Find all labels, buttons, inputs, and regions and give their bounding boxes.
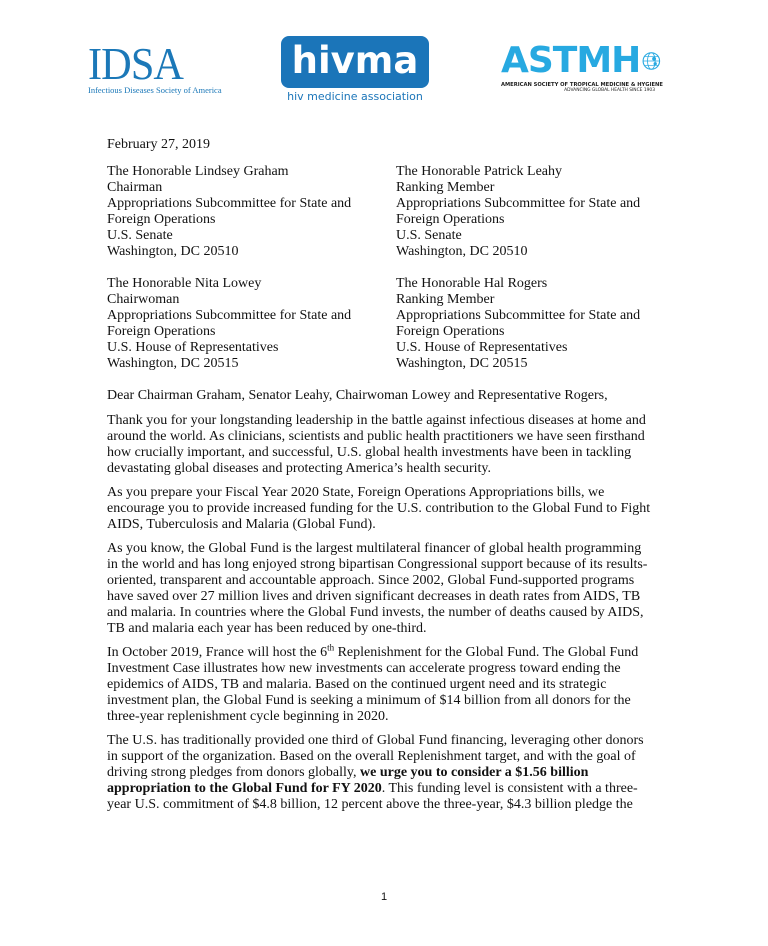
page-number: 1 xyxy=(380,891,388,903)
paragraph-line: TB and malaria each year has been reduced by one-third. xyxy=(107,621,427,636)
superscript: th xyxy=(327,642,335,653)
text-segment: In October 2019, France will host the 6 xyxy=(107,645,328,660)
addressee-grid xyxy=(107,164,652,372)
paragraph-line: how crucially important, and successful, U.S. global health investments have been in tackling xyxy=(107,445,632,460)
paragraph-line: encourage you to provide increased funding for the U.S. contribution to the Global Fund to Fight xyxy=(107,501,651,516)
addressee-line: Washington, DC 20515 xyxy=(396,356,528,371)
paragraph-line: three-year replenishment cycle beginning in 2020. xyxy=(107,709,389,724)
addressee-line: Foreign Operations xyxy=(396,212,505,227)
paragraph-line: have saved over 27 million lives and driven significant decreases in death rates from AIDS, TB xyxy=(107,589,641,604)
letter-date: February 27, 2019 xyxy=(107,137,211,152)
idsa-logo xyxy=(88,38,222,95)
hivma-logo xyxy=(281,36,429,103)
addressee-line: U.S. Senate xyxy=(107,228,173,243)
addressee-line: The Honorable Patrick Leahy xyxy=(396,164,562,179)
paragraph-global-fund xyxy=(107,541,652,637)
paragraph-line: The U.S. has traditionally provided one third of Global Fund financing, leveraging other donors xyxy=(107,733,644,748)
addressee-line: Appropriations Subcommittee for State and xyxy=(396,308,641,323)
addressee-block-leahy xyxy=(396,164,652,260)
paragraph-line: in support of the organization. Based on the overall Replenishment target, and with the goal of xyxy=(107,749,636,764)
addressee-line: The Honorable Hal Rogers xyxy=(396,276,548,291)
addressee-line: Appropriations Subcommittee for State and xyxy=(396,196,641,211)
hivma-logo-subtitle: hiv medicine association xyxy=(287,90,423,103)
paragraph-line: in the world and has long enjoyed strong bipartisan Congressional support because of its results- xyxy=(107,557,648,572)
paragraph-line: epidemics of AIDS, TB and malaria. Based on the continued urgent need and its strategic xyxy=(107,677,607,692)
salutation: Dear Chairman Graham, Senator Leahy, Chairwoman Lowey and Representative Rogers, xyxy=(107,388,608,403)
addressee-line: Washington, DC 20515 xyxy=(107,356,239,371)
paragraph-line: As you know, the Global Fund is the largest multilateral financer of global health programming xyxy=(107,541,642,556)
addressee-line: Foreign Operations xyxy=(396,324,505,339)
addressee-line: Foreign Operations xyxy=(107,324,216,339)
bold-request: we urge you to consider a $1.56 billion xyxy=(360,765,589,780)
paragraph-line: year U.S. commitment of $4.8 billion, 12 percent above the three-year, $4.3 billion pledge the xyxy=(107,797,633,812)
addressee-line: U.S. House of Representatives xyxy=(396,340,568,355)
paragraph-line: oriented, transparent and accountable approach. Since 2002, Global Fund-supported programs xyxy=(107,573,635,588)
idsa-logo-subtitle: Infectious Diseases Society of America xyxy=(88,85,222,95)
addressee-line: Washington, DC 20510 xyxy=(396,244,528,259)
astmh-logo-tagline: ADVANCING GLOBAL HEALTH SINCE 1903 xyxy=(564,88,655,93)
hivma-logo-wordmark: hivma xyxy=(281,36,429,88)
addressee-line: Foreign Operations xyxy=(107,212,216,227)
addressee-line: Chairwoman xyxy=(107,292,180,307)
paragraph-line xyxy=(107,642,652,661)
addressee-line: Ranking Member xyxy=(396,180,495,195)
paragraph-line: AIDS, Tuberculosis and Malaria (Global Fund). xyxy=(107,517,376,532)
addressee-block-graham xyxy=(107,164,396,260)
globe-icon xyxy=(642,44,661,78)
paragraph-replenishment xyxy=(107,642,652,725)
paragraph-line: Thank you for your longstanding leadership in the battle against infectious diseases at home and xyxy=(107,413,646,428)
bold-request: appropriation to the Global Fund for FY 2020 xyxy=(107,781,382,796)
addressee-line: Chairman xyxy=(107,180,163,195)
paragraph-line xyxy=(107,765,652,781)
addressee-line: Washington, DC 20510 xyxy=(107,244,239,259)
addressee-line: U.S. Senate xyxy=(396,228,462,243)
paragraph-line: devastating global diseases and protecting America’s health security. xyxy=(107,461,491,476)
paragraph-line: and malaria. In countries where the Global Fund invests, the number of deaths caused by AIDS, xyxy=(107,605,644,620)
paragraph-line: investment plan, the Global Fund is seeking a minimum of $14 billion from all donors for the xyxy=(107,693,631,708)
addressee-block-lowey xyxy=(107,276,396,372)
addressee-line: Ranking Member xyxy=(396,292,495,307)
addressee-line: Appropriations Subcommittee for State and xyxy=(107,196,352,211)
paragraph-line: Investment Case illustrates how new investments can accelerate progress toward ending the xyxy=(107,661,621,676)
letter-body xyxy=(107,137,652,821)
letterhead-logos xyxy=(0,36,768,106)
addressee-line: U.S. House of Representatives xyxy=(107,340,279,355)
astmh-logo xyxy=(501,42,661,93)
idsa-logo-wordmark: IDSA xyxy=(88,38,184,89)
addressee-block-rogers xyxy=(396,276,652,372)
astmh-logo-subtitle: AMERICAN SOCIETY OF TROPICAL MEDICINE & HYGIENE xyxy=(501,82,663,88)
addressee-line: The Honorable Nita Lowey xyxy=(107,276,262,291)
text-segment: driving strong pledges from donors globally, xyxy=(107,765,361,780)
paragraph-thanks xyxy=(107,413,652,477)
paragraph-line xyxy=(107,781,652,797)
paragraph-request xyxy=(107,485,652,533)
addressee-line: Appropriations Subcommittee for State and xyxy=(107,308,352,323)
addressee-line: The Honorable Lindsey Graham xyxy=(107,164,289,179)
paragraph-line: around the world. As clinicians, scientists and public health practitioners we have seen firsthand xyxy=(107,429,645,444)
paragraph-line: As you prepare your Fiscal Year 2020 State, Foreign Operations Appropriations bills, we xyxy=(107,485,605,500)
text-segment: Replenishment for the Global Fund. The Global Fund xyxy=(334,645,639,660)
text-segment: . This funding level is consistent with a three- xyxy=(381,781,638,796)
astmh-logo-wordmark: ASTMH xyxy=(501,40,641,81)
paragraph-us-funding xyxy=(107,733,652,813)
